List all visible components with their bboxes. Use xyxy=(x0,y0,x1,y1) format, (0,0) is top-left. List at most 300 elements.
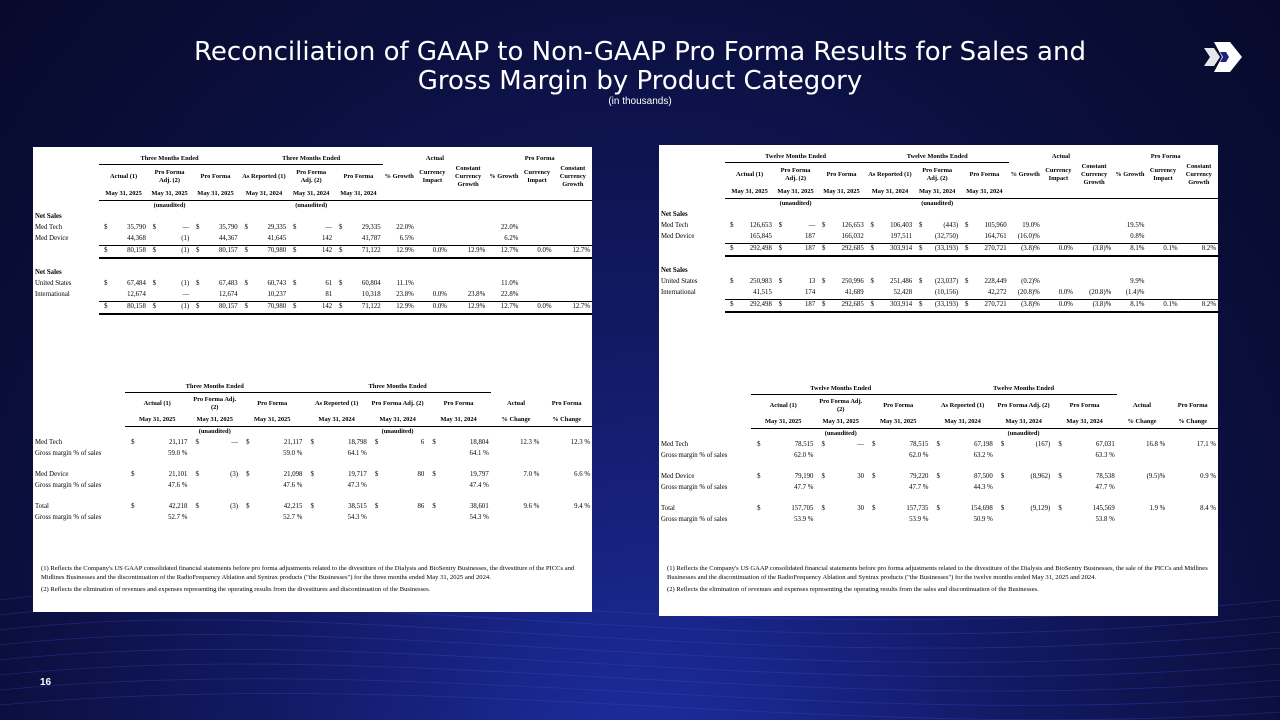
table-row xyxy=(33,301,592,314)
value-cell: (9,129) xyxy=(1030,505,1051,512)
value-cell: $ xyxy=(334,245,344,258)
column-header: Pro Forma xyxy=(969,170,1000,178)
value-cell: 12.9% xyxy=(383,245,416,258)
section-row xyxy=(659,210,1218,221)
value-cell: (443) xyxy=(943,222,959,229)
value-cell xyxy=(304,513,316,524)
value-cell: $ xyxy=(936,441,940,448)
value-cell: 42,272 xyxy=(987,289,1007,296)
value-cell: 71,122 xyxy=(344,301,382,314)
value-cell: 41,645 xyxy=(267,235,287,242)
unaudited-row xyxy=(33,200,592,212)
value-cell: $ xyxy=(104,224,108,231)
spacer xyxy=(659,383,751,395)
value-cell: $ xyxy=(960,299,970,312)
spacer xyxy=(659,187,725,199)
value-cell: 59.0 % xyxy=(168,450,188,457)
value-cell: $ xyxy=(240,245,250,258)
value-cell xyxy=(1006,451,1052,462)
value-cell: $ xyxy=(778,278,783,285)
spacer-row xyxy=(659,312,1218,322)
spacer xyxy=(520,189,553,201)
date-header: May 31, 2024 xyxy=(304,415,368,427)
row-label: Gross margin % of sales xyxy=(35,450,102,457)
value-cell xyxy=(416,234,449,246)
unaudited-label: (unaudited) xyxy=(295,202,328,209)
column-header: Actual (1) xyxy=(110,172,138,180)
table-row xyxy=(659,288,1218,300)
spacer-row xyxy=(33,492,592,502)
value-cell xyxy=(930,515,942,526)
value-cell xyxy=(751,515,763,526)
value-cell: 52.7 % xyxy=(283,514,303,521)
spacer xyxy=(1180,187,1218,199)
date-header: May 31, 2024 xyxy=(240,189,288,201)
value-cell xyxy=(554,279,592,290)
value-cell: 79,190 xyxy=(794,473,814,480)
value-cell: 30 xyxy=(857,473,865,480)
value-cell xyxy=(866,515,878,526)
date-header: May 31, 2025 xyxy=(191,189,239,201)
value-cell: 19,797 xyxy=(470,471,489,478)
value-cell xyxy=(995,451,1007,462)
value-cell xyxy=(1042,277,1075,288)
value-cell: 44.3 % xyxy=(973,484,993,491)
slide-subtitle: (in thousands) xyxy=(608,96,672,107)
value-cell: $ xyxy=(338,224,343,231)
value-cell xyxy=(1042,232,1075,244)
value-cell: 79,220 xyxy=(909,473,929,480)
value-cell: (20.8)% xyxy=(1017,289,1040,296)
slide-title xyxy=(140,38,1140,96)
value-cell: 70,980 xyxy=(250,301,288,314)
column-header: Pro Forma Adj. (2) xyxy=(371,399,424,407)
row-label: Med Device xyxy=(35,235,69,243)
spacer xyxy=(659,417,751,429)
unaudited-row xyxy=(659,428,1218,440)
spacer-row xyxy=(659,462,1218,472)
row-label: Gross margin % of sales xyxy=(661,516,728,523)
column-header: Currency Impact xyxy=(523,168,551,184)
spacer xyxy=(33,426,125,438)
value-cell: 0.1% xyxy=(1146,299,1179,312)
value-cell: 21,117 xyxy=(283,439,303,446)
value-cell: 174 xyxy=(805,289,816,296)
value-cell: 154,698 xyxy=(970,505,993,512)
value-cell: 126,653 xyxy=(841,222,864,229)
value-cell: 71,122 xyxy=(344,245,382,258)
value-cell xyxy=(201,481,240,492)
column-header: Pro Forma Adj. (2) xyxy=(997,401,1050,409)
value-cell xyxy=(1075,232,1113,244)
value-cell: 11.1% xyxy=(396,280,414,287)
value-cell: — xyxy=(857,441,865,448)
value-cell: $ xyxy=(1000,505,1005,512)
value-cell: 23.8% xyxy=(396,291,414,298)
value-cell: (0.2)% xyxy=(1021,278,1040,285)
value-cell: $ xyxy=(870,222,874,229)
value-cell xyxy=(201,513,240,524)
value-cell: $ xyxy=(757,505,761,512)
value-cell: 63.3 % xyxy=(1095,452,1115,459)
column-header-row xyxy=(33,165,592,189)
value-cell: 67,031 xyxy=(1096,441,1115,448)
value-cell: 12.7% xyxy=(554,301,592,314)
value-cell: (3) xyxy=(230,471,239,478)
table-row xyxy=(659,243,1218,256)
column-header: Pro Forma Adj. (2) xyxy=(922,166,953,182)
date-header: May 31, 2024 xyxy=(426,415,490,427)
spacer xyxy=(416,189,449,201)
value-cell: (1) xyxy=(158,245,191,258)
value-cell: 29,335 xyxy=(361,224,381,231)
value-cell xyxy=(815,515,827,526)
column-header: Constant Currency Growth xyxy=(455,164,482,188)
value-cell xyxy=(148,234,158,246)
value-cell: 38,515 xyxy=(348,503,367,510)
value-cell: 6.6 % xyxy=(574,471,590,478)
row-label xyxy=(659,299,725,312)
date-header: May 31, 2025 xyxy=(99,189,147,201)
value-cell: 0.0% xyxy=(1042,299,1075,312)
table-row xyxy=(33,290,592,302)
value-cell: (1.4)% xyxy=(1125,289,1145,296)
value-cell: 64.1 % xyxy=(469,450,489,457)
value-cell: $ xyxy=(244,280,248,287)
column-header: Currency Impact xyxy=(419,168,446,184)
table-row xyxy=(659,504,1218,515)
value-cell: 80,158 xyxy=(110,301,148,314)
value-cell xyxy=(815,451,827,462)
table-row xyxy=(659,232,1218,244)
spacer xyxy=(659,494,1218,504)
value-cell: 6.5% xyxy=(399,235,414,242)
value-cell: 47.4 % xyxy=(469,482,489,489)
row-label: United States xyxy=(661,278,698,285)
value-cell: (3.8)% xyxy=(1075,243,1113,256)
value-cell: (10,156) xyxy=(934,289,959,296)
value-cell xyxy=(449,223,487,234)
value-cell xyxy=(751,451,763,462)
value-cell: $ xyxy=(872,473,876,480)
spacer-row xyxy=(33,314,592,324)
value-cell: $ xyxy=(817,243,827,256)
row-label: United States xyxy=(35,280,72,287)
net-sales-table xyxy=(659,151,1218,322)
spacer xyxy=(33,165,99,189)
value-cell xyxy=(1006,515,1052,526)
value-cell: 270,721 xyxy=(970,299,1008,312)
value-cell: 80,158 xyxy=(110,245,148,258)
value-cell xyxy=(304,449,316,460)
value-cell xyxy=(491,449,542,460)
column-header: Pro Forma Adj. (2) xyxy=(780,166,811,182)
value-cell: 86 xyxy=(417,503,425,510)
column-header: Pro Forma xyxy=(551,399,582,407)
value-cell: $ xyxy=(1058,441,1062,448)
spacer xyxy=(1113,187,1146,199)
unaudited-label: (unaudited) xyxy=(198,428,231,435)
date-header: May 31, 2025 xyxy=(240,415,304,427)
value-cell xyxy=(960,288,970,300)
value-cell: 47.3 % xyxy=(347,482,367,489)
value-cell xyxy=(520,290,553,302)
value-cell: 67,483 xyxy=(219,280,238,287)
value-cell: 292,685 xyxy=(827,243,865,256)
spacer-row xyxy=(659,256,1218,266)
date-header: May 31, 2024 xyxy=(1052,417,1116,429)
row-label: Gross margin % of sales xyxy=(661,452,728,459)
column-header: % Growth xyxy=(384,172,414,180)
column-header: Pro Forma xyxy=(1177,401,1208,409)
value-cell: $ xyxy=(293,280,297,287)
column-header: Currency Impact xyxy=(1149,166,1177,182)
value-cell xyxy=(554,234,592,246)
value-cell: 145,569 xyxy=(1092,505,1115,512)
spacer xyxy=(1009,187,1042,199)
value-cell xyxy=(189,449,201,460)
column-header: Pro Forma xyxy=(1069,401,1100,409)
value-cell: 22.8% xyxy=(500,291,519,298)
value-cell: (32,750) xyxy=(934,233,959,240)
value-cell: 0.0% xyxy=(416,301,449,314)
value-cell: $ xyxy=(821,441,825,448)
value-cell: $ xyxy=(432,439,436,446)
value-cell: 62.0 % xyxy=(909,452,929,459)
footnotes xyxy=(41,565,584,599)
group-header: Three Months Ended xyxy=(240,153,383,165)
value-cell xyxy=(520,223,553,234)
value-cell: $ xyxy=(964,278,969,285)
value-cell: (23,037) xyxy=(934,278,959,285)
column-header: Constant Currency Growth xyxy=(1185,162,1212,186)
value-cell: 157,735 xyxy=(906,505,929,512)
value-cell: 64.1 % xyxy=(347,450,367,457)
date-header: % Change xyxy=(541,415,592,427)
column-header: Pro Forma Adj. (2) xyxy=(193,395,237,411)
value-cell: 60,804 xyxy=(361,280,381,287)
spacer xyxy=(383,200,592,212)
value-cell xyxy=(334,234,344,246)
value-cell: 70,980 xyxy=(250,245,288,258)
title-line-2: Gross Margin by Product Category xyxy=(417,66,863,96)
group-header: Three Months Ended xyxy=(99,153,239,165)
value-cell xyxy=(1180,221,1218,232)
value-cell: $ xyxy=(821,473,825,480)
spacer xyxy=(487,189,520,201)
value-cell: $ xyxy=(191,301,201,314)
value-cell: $ xyxy=(730,222,734,229)
value-cell: 10,237 xyxy=(267,291,287,298)
left-panel-three-months xyxy=(33,147,592,612)
table-row xyxy=(33,481,592,492)
value-cell xyxy=(541,481,592,492)
spacer-row xyxy=(33,460,592,470)
value-cell: $ xyxy=(872,505,876,512)
value-cell: $ xyxy=(148,245,158,258)
value-cell: 164,761 xyxy=(984,233,1007,240)
value-cell: 6 xyxy=(420,439,425,446)
spacer xyxy=(33,381,125,393)
unaudited-label: (unaudited) xyxy=(824,430,857,437)
value-cell: $ xyxy=(246,503,250,510)
spacer xyxy=(659,151,725,163)
value-cell: $ xyxy=(866,299,876,312)
value-cell: $ xyxy=(99,301,109,314)
value-cell xyxy=(240,290,250,302)
date-row xyxy=(33,189,592,201)
value-cell: $ xyxy=(288,245,298,258)
spacer xyxy=(1117,428,1218,440)
spacer xyxy=(33,415,125,427)
value-cell: 21,117 xyxy=(168,439,188,446)
value-cell: $ xyxy=(1058,505,1062,512)
value-cell xyxy=(1180,288,1218,300)
value-cell: 47.7 % xyxy=(794,484,814,491)
value-cell xyxy=(416,279,449,290)
net-sales-table xyxy=(33,153,592,324)
value-cell: 21,098 xyxy=(283,471,303,478)
value-cell xyxy=(380,481,426,492)
footnote-2: (2) Reflects the elimination of revenues and expenses representing the operating results from the sales and discontinuation of the Businesses. xyxy=(667,586,1039,593)
value-cell: 41,787 xyxy=(361,235,381,242)
column-header: Pro Forma xyxy=(826,170,857,178)
value-cell xyxy=(240,481,252,492)
row-label: Med Tech xyxy=(35,224,63,231)
spacer xyxy=(1042,187,1075,199)
value-cell: $ xyxy=(338,280,343,287)
spacer xyxy=(449,189,487,201)
value-cell xyxy=(1167,515,1218,526)
spacer xyxy=(33,492,592,502)
value-cell: $ xyxy=(1000,441,1005,448)
date-header: May 31, 2025 xyxy=(751,417,815,429)
value-cell xyxy=(914,232,924,244)
value-cell: 16.8 % xyxy=(1146,441,1166,448)
value-cell: 270,721 xyxy=(970,243,1008,256)
value-cell: 0.9 % xyxy=(1200,473,1216,480)
value-cell xyxy=(1052,483,1064,494)
value-cell xyxy=(930,483,942,494)
value-cell: $ xyxy=(730,278,734,285)
value-cell: — xyxy=(808,222,816,229)
value-cell: 78,515 xyxy=(794,441,814,448)
unaudited-row xyxy=(33,426,592,438)
group-header-row xyxy=(33,381,592,393)
spacer xyxy=(33,200,99,212)
value-cell xyxy=(189,481,201,492)
value-cell xyxy=(369,513,381,524)
value-cell: 50.9 % xyxy=(973,516,993,523)
value-cell xyxy=(817,232,827,244)
value-cell: 53.8 % xyxy=(1095,516,1115,523)
spacer xyxy=(659,395,751,417)
value-cell xyxy=(930,451,942,462)
value-cell: $ xyxy=(104,280,108,287)
column-header: Actual (1) xyxy=(736,170,764,178)
group-header: Twelve Months Ended xyxy=(866,151,1009,163)
value-cell: 53.9 % xyxy=(794,516,814,523)
value-cell: 251,486 xyxy=(890,278,913,285)
date-header: May 31, 2024 xyxy=(334,189,382,201)
value-cell: $ xyxy=(99,245,109,258)
value-cell: 62.0 % xyxy=(794,452,814,459)
value-cell: 87,500 xyxy=(974,473,993,480)
value-cell xyxy=(1167,451,1218,462)
value-cell: 12.7% xyxy=(554,245,592,258)
value-cell xyxy=(520,234,553,246)
date-header: May 31, 2025 xyxy=(817,187,865,199)
value-cell: $ xyxy=(778,222,783,229)
date-header: May 31, 2024 xyxy=(369,415,427,427)
value-cell: (3) xyxy=(230,503,239,510)
spacer xyxy=(659,312,1218,322)
value-cell: $ xyxy=(374,503,379,510)
group-header: Three Months Ended xyxy=(125,381,304,393)
value-cell: 0.0% xyxy=(520,245,553,258)
value-cell: 0.8% xyxy=(1130,233,1145,240)
column-header-row xyxy=(659,163,1218,187)
column-header-row xyxy=(33,393,592,415)
value-cell: $ xyxy=(152,280,157,287)
column-header-row xyxy=(659,395,1218,417)
value-cell: 42,215 xyxy=(283,503,303,510)
section-row xyxy=(33,212,592,223)
value-cell xyxy=(1075,277,1113,288)
value-cell: $ xyxy=(432,503,436,510)
value-cell: 47.7 % xyxy=(909,484,929,491)
value-cell: 18,798 xyxy=(348,439,367,446)
value-cell xyxy=(369,449,381,460)
table-row xyxy=(33,513,592,524)
page-number: 16 xyxy=(40,677,52,688)
column-header: Pro Forma xyxy=(883,401,914,409)
value-cell: 0.0% xyxy=(1058,289,1073,296)
value-cell xyxy=(304,481,316,492)
value-cell: — xyxy=(325,224,333,231)
spacer xyxy=(659,198,725,210)
value-cell: $ xyxy=(919,278,923,285)
value-cell: $ xyxy=(936,473,940,480)
value-cell xyxy=(1167,483,1218,494)
group-header: Twelve Months Ended xyxy=(930,383,1116,395)
value-cell xyxy=(380,513,426,524)
value-cell xyxy=(1117,515,1168,526)
value-cell: $ xyxy=(131,439,135,446)
value-cell: 12.7% xyxy=(487,301,520,314)
row-label: Gross margin % of sales xyxy=(35,514,102,521)
company-logo-icon xyxy=(1200,38,1244,76)
value-cell: $ xyxy=(725,299,735,312)
value-cell xyxy=(201,449,240,460)
value-cell: 11.0% xyxy=(501,280,519,287)
value-cell: 12.9% xyxy=(383,301,416,314)
value-cell xyxy=(426,449,438,460)
value-cell xyxy=(866,232,876,244)
row-label: Med Device xyxy=(35,471,69,478)
value-cell xyxy=(99,234,109,246)
section-label: Net Sales xyxy=(35,213,62,220)
value-cell: (3.8)% xyxy=(1075,299,1113,312)
date-row xyxy=(33,415,592,427)
value-cell: $ xyxy=(191,245,201,258)
section-label: Net Sales xyxy=(35,269,62,276)
section-label: Net Sales xyxy=(661,267,688,274)
value-cell: $ xyxy=(152,224,157,231)
value-cell xyxy=(995,515,1007,526)
spacer xyxy=(33,460,592,470)
value-cell: 18,804 xyxy=(470,439,489,446)
